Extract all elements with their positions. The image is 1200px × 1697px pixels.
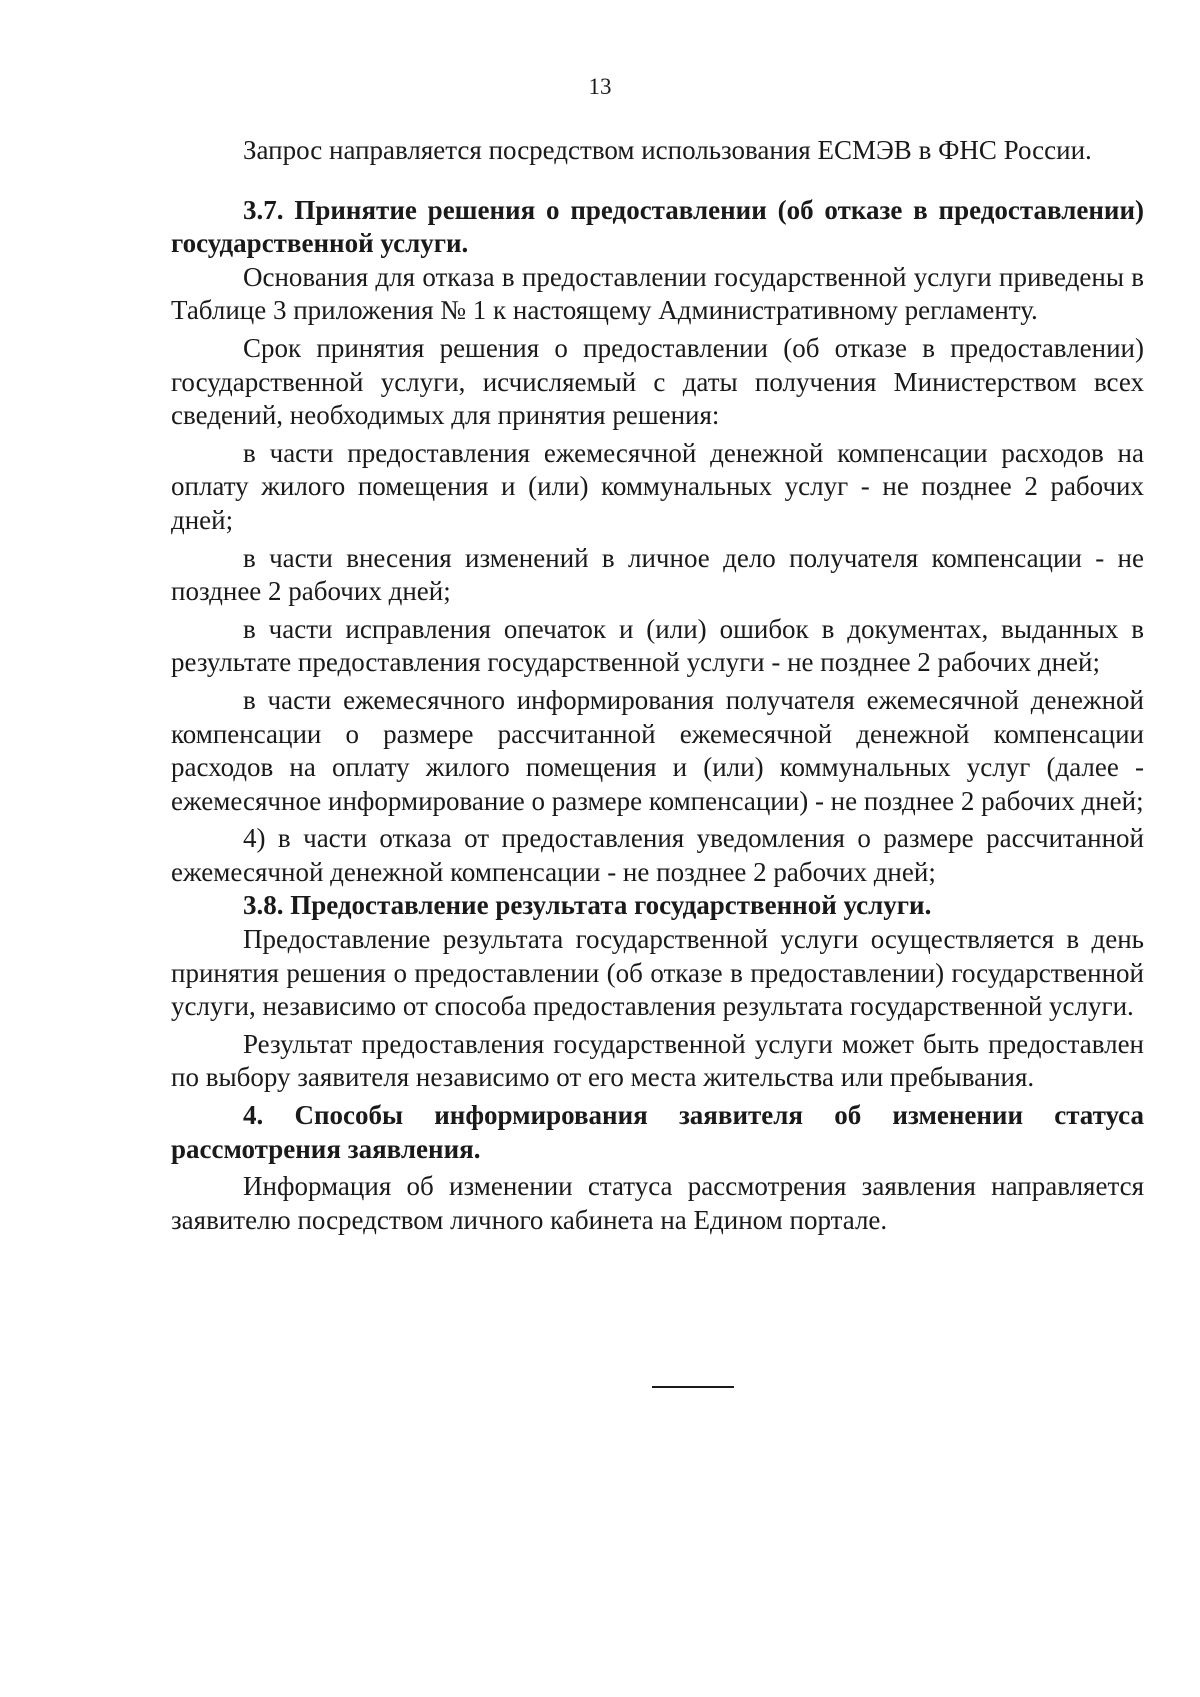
paragraph-request-fns: Запрос направляется посредством использования ЕСМЭВ в ФНС России. [243,135,1092,165]
section-heading-4: 4. Способы информирования заявителя об изменении статуса рассмотрения заявления. [171,1100,1144,1164]
list-item-notification-refusal: 4) в части отказа от предоставления уведомления о размере рассчитанной ежемесячной денежной компенсации - не позднее 2 рабочих дней; [171,823,1144,887]
paragraph-status-info: Информация об изменении статуса рассмотрения заявления направляется заявителю посредством личного кабинета на Едином портале. [171,1171,1144,1235]
document-body [171,134,1144,1237]
page-number: 13 [588,74,612,99]
section-heading-3-8: 3.8. Предоставление результата государственной услуги. [243,890,932,921]
end-of-document-rule [652,1386,734,1388]
paragraph-result-by-choice: Результат предоставления государственной услуги может быть предоставлен по выбору заявителя независимо от его места жительства или пребывания. [171,1028,1144,1093]
list-item-compensation-provision: в части предоставления ежемесячной денежной компенсации расходов на оплату жилого помещения и (или) коммунальных услуг - не позднее 2 рабочих дней; [171,437,1144,535]
paragraph-refusal-grounds: Основания для отказа в предоставлении государственной услуги приведены в Таблице 3 приложения № 1 к настоящему Административному регламенту. [171,261,1144,326]
paragraph-decision-term: Срок принятия решения о предоставлении (об отказе в предоставлении) государственной услуги, исчисляемый с даты получения Министерством всех сведений, необходимых для принятия решения: [171,332,1144,431]
list-item-monthly-informing: в части ежемесячного информирования получателя ежемесячной денежной компенсации о размере рассчитанной ежемесячной денежной компенсации расходов на оплату жилого помещения и (или) коммунальных услуг (далее - ежемесячное информирование о размере компенсации) - не позднее 2 рабочих дней; [171,684,1144,816]
paragraph-result-provision-day: Предоставление результата государственной услуги осуществляется в день принятия решения о предоставлении (об отказе в предоставлении) государственной услуги, независимо от способа предоставления результата государственной услуги. [171,924,1144,1022]
list-item-error-correction: в части исправления опечаток и (или) ошибок в документах, выданных в результате предоставления государственной услуги - не позднее 2 рабочих дней; [171,613,1144,678]
section-heading-3-7: 3.7. Принятие решения о предоставлении (об отказе в предоставлении) государственной услуги. [171,194,1144,259]
list-item-personal-file-changes: в части внесения изменений в личное дело получателя компенсации - не позднее 2 рабочих дней; [171,542,1144,607]
